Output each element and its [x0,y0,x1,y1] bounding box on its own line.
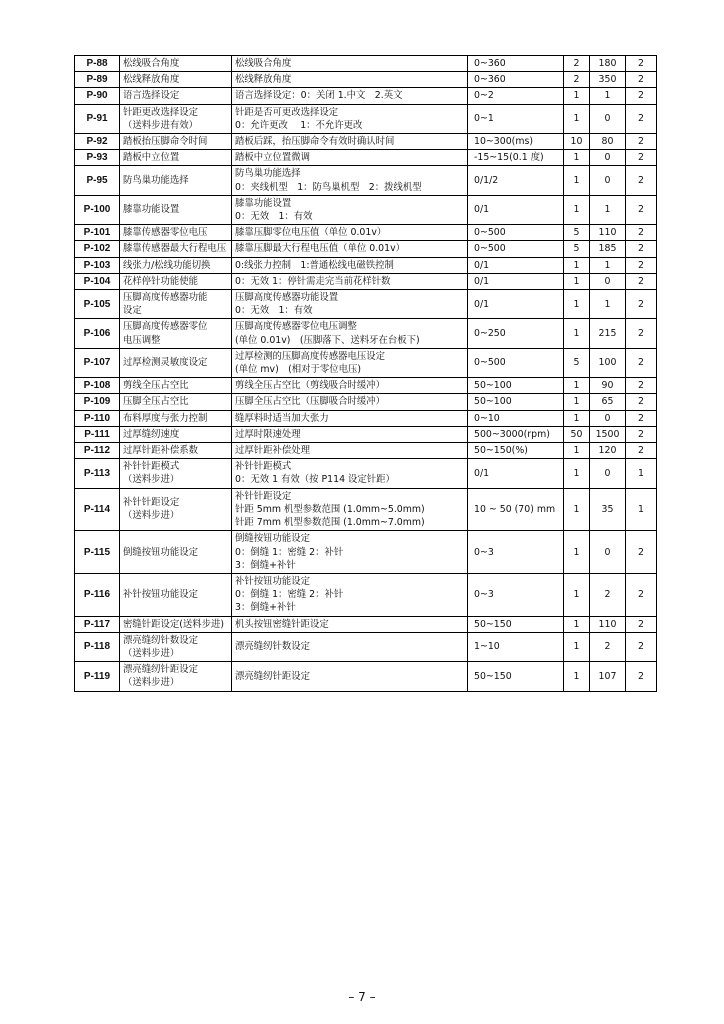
param-range-cell: 0~360 [468,72,564,88]
param-code-cell: P-101 [75,225,120,241]
param-step-cell: 5 [564,348,590,377]
param-step-cell: 1 [564,443,590,459]
param-name-cell-line: 补针针距设定 [123,497,180,509]
param-description-cell-line: 过厚检测的压脚高度传感器电压设定 [235,350,386,362]
param-code-cell: P-113 [75,459,120,488]
param-name-cell [120,378,232,394]
param-name-cell-line: 膝靠传感器零位电压 [123,227,208,239]
param-level-cell: 2 [626,166,657,195]
page-number: – 7 – [348,990,376,1004]
param-description-cell-line: 膝靠压脚零位电压值（单位 0.01v） [235,227,387,239]
param-step-cell: 1 [564,488,590,531]
param-name-cell [120,348,232,377]
param-name-cell-line: 补针按钮功能设定 [123,589,199,601]
param-range-cell: 0/1 [468,290,564,319]
param-range-cell: 0~500 [468,225,564,241]
param-name-cell-line: 压脚全压占空比 [123,396,189,408]
param-name-cell-line: 过厚检测灵敏度设定 [123,357,208,369]
param-name-cell-line: 电压调整 [123,334,161,346]
param-default-cell: 110 [590,616,626,632]
param-code-cell: P-117 [75,616,120,632]
param-code-cell: P-100 [75,195,120,224]
param-code-cell: P-119 [75,662,120,691]
param-name-cell [120,150,232,166]
param-description-cell [232,257,468,273]
param-name-cell-line: 剪线全压占空比 [123,380,189,392]
table-row [75,348,657,377]
param-name-cell [120,88,232,104]
param-description-cell-line: 防鸟巢功能选择 [235,168,301,180]
param-description-cell-line: 0：倒缝 1：密缝 2：补针 [235,546,344,558]
param-default-cell: 185 [590,241,626,257]
param-step-cell: 1 [564,195,590,224]
param-range-cell: 10~300(ms) [468,134,564,150]
table-row [75,134,657,150]
param-description-cell [232,104,468,133]
parameter-table [74,55,657,692]
param-name-cell-line: 漂亮缝纫针数设定 [123,634,199,646]
table-row [75,531,657,574]
param-level-cell: 2 [626,150,657,166]
param-name-cell [120,134,232,150]
parameter-table-body [75,56,657,692]
param-step-cell: 1 [564,573,590,616]
table-row [75,257,657,273]
param-level-cell: 2 [626,410,657,426]
param-description-cell-line: 踏板后踩，抬压脚命令有效时确认时间 [235,136,395,148]
param-default-cell: 90 [590,378,626,394]
param-range-cell: 50~150 [468,616,564,632]
param-level-cell: 2 [626,72,657,88]
param-name-cell [120,225,232,241]
param-description-cell [232,150,468,166]
param-description-cell [232,348,468,377]
table-row [75,150,657,166]
param-range-cell: 0~10 [468,410,564,426]
param-step-cell: 1 [564,104,590,133]
param-name-cell-line: （送料步进） [123,474,180,486]
param-step-cell: 1 [564,662,590,691]
param-code-cell: P-109 [75,394,120,410]
param-level-cell: 2 [626,616,657,632]
param-default-cell: 35 [590,488,626,531]
param-name-cell [120,166,232,195]
param-level-cell: 2 [626,88,657,104]
param-description-cell [232,166,468,195]
param-step-cell: 1 [564,88,590,104]
param-level-cell: 2 [626,426,657,442]
param-name-cell [120,290,232,319]
table-row [75,72,657,88]
param-name-cell [120,195,232,224]
param-range-cell: 0~1 [468,104,564,133]
param-level-cell: 2 [626,241,657,257]
param-description-cell-line: 针距是否可更改选择设定 [235,106,339,118]
param-description-cell-line: 压脚高度传感器零位电压调整 [235,321,357,333]
param-name-cell [120,72,232,88]
param-description-cell [232,241,468,257]
param-name-cell-line: 线张力/松线功能切换 [123,259,211,271]
param-description-cell-line: 语言选择设定：0：关闭 1.中文 2.英文 [235,90,403,102]
param-description-cell [232,88,468,104]
param-default-cell: 120 [590,443,626,459]
param-code-cell: P-90 [75,88,120,104]
param-name-cell [120,459,232,488]
param-level-cell: 2 [626,56,657,72]
param-range-cell: 0/1 [468,195,564,224]
param-code-cell: P-106 [75,319,120,348]
param-description-cell-line: 过厚针距补偿处理 [235,445,311,457]
param-default-cell: 0 [590,104,626,133]
param-default-cell: 0 [590,166,626,195]
param-code-cell: P-102 [75,241,120,257]
param-name-cell [120,662,232,691]
param-default-cell: 180 [590,56,626,72]
param-description-cell [232,443,468,459]
param-description-cell-line: 0：无效 1：有效 [235,211,313,223]
param-level-cell: 1 [626,459,657,488]
param-name-cell-line: 踏板抬压脚命令时间 [123,136,208,148]
param-step-cell: 1 [564,531,590,574]
table-row [75,88,657,104]
param-step-cell: 1 [564,378,590,394]
param-code-cell: P-92 [75,134,120,150]
param-description-cell-line: 压脚高度传感器功能设置 [235,292,339,304]
param-description-cell-line: 针距 5mm 机型参数范围 (1.0mm~5.0mm) [235,503,425,515]
table-row [75,632,657,661]
param-level-cell: 2 [626,348,657,377]
param-name-cell [120,488,232,531]
param-name-cell-line: 过厚针距补偿系数 [123,445,199,457]
table-row [75,410,657,426]
param-level-cell: 2 [626,257,657,273]
param-code-cell: P-107 [75,348,120,377]
param-step-cell: 5 [564,241,590,257]
param-range-cell: 0/1 [468,257,564,273]
param-default-cell: 1 [590,290,626,319]
param-description-cell [232,273,468,289]
param-description-cell-line: 0：允许更改 1：不允许更改 [235,119,363,131]
param-description-cell [232,662,468,691]
param-level-cell: 2 [626,662,657,691]
param-level-cell: 2 [626,573,657,616]
param-range-cell: -15~15(0.1 度) [468,150,564,166]
param-description-cell-line: 0：无效 1 有效（按 P114 设定针距） [235,474,395,486]
param-description-cell-line: 膝靠功能设置 [235,197,292,209]
param-level-cell: 2 [626,290,657,319]
param-description-cell-line: 0：夹线机型 1：防鸟巢机型 2：拨线机型 [235,181,422,193]
param-code-cell: P-115 [75,531,120,574]
param-name-cell-line: 膝靠传感器最大行程电压 [123,243,227,255]
param-range-cell: 0~500 [468,348,564,377]
param-step-cell: 2 [564,56,590,72]
param-range-cell: 0~2 [468,88,564,104]
param-code-cell: P-104 [75,273,120,289]
param-range-cell: 50~100 [468,394,564,410]
param-code-cell: P-110 [75,410,120,426]
param-name-cell-line: 倒缝按钮功能设定 [123,546,199,558]
param-range-cell: 50~150 [468,662,564,691]
param-name-cell-line: （送料步进） [123,647,180,659]
param-name-cell-line: 补针针距模式 [123,461,180,473]
param-step-cell: 2 [564,72,590,88]
param-step-cell: 1 [564,632,590,661]
param-name-cell-line: （送料步进有效） [123,119,199,131]
param-description-cell [232,134,468,150]
param-range-cell: 0/1 [468,273,564,289]
table-row [75,426,657,442]
param-description-cell [232,225,468,241]
param-step-cell: 1 [564,150,590,166]
param-name-cell-line: 踏板中立位置 [123,152,180,164]
param-step-cell: 1 [564,257,590,273]
param-name-cell-line: 过厚缝纫速度 [123,428,180,440]
param-name-cell [120,632,232,661]
table-row [75,394,657,410]
table-row [75,378,657,394]
param-step-cell: 1 [564,410,590,426]
param-default-cell: 215 [590,319,626,348]
table-row [75,488,657,531]
param-default-cell: 65 [590,394,626,410]
param-code-cell: P-88 [75,56,120,72]
param-description-cell-line: 补针按钮功能设定 [235,575,311,587]
param-description-cell [232,616,468,632]
param-description-cell-line: 缝厚料时适当加大张力 [235,412,329,424]
table-row [75,662,657,691]
param-description-cell [232,410,468,426]
param-level-cell: 2 [626,319,657,348]
param-description-cell [232,56,468,72]
param-step-cell: 50 [564,426,590,442]
param-name-cell-line: （送料步进） [123,510,180,522]
param-name-cell [120,394,232,410]
param-name-cell-line: 压脚高度传感器零位 [123,321,208,333]
param-name-cell-line: 布料厚度与张力控制 [123,412,208,424]
param-step-cell: 1 [564,616,590,632]
param-description-cell-line: 松线释放角度 [235,74,292,86]
param-name-cell-line: 花样停针功能使能 [123,275,199,287]
param-name-cell [120,241,232,257]
param-name-cell [120,257,232,273]
param-default-cell: 350 [590,72,626,88]
param-name-cell [120,426,232,442]
table-row [75,443,657,459]
param-code-cell: P-114 [75,488,120,531]
param-default-cell: 2 [590,632,626,661]
param-name-cell-line: 膝靠功能设置 [123,204,180,216]
param-name-cell-line: 松线释放角度 [123,74,180,86]
param-default-cell: 110 [590,225,626,241]
param-range-cell: 50~100 [468,378,564,394]
param-name-cell [120,616,232,632]
param-description-cell [232,72,468,88]
param-description-cell-line: 针距 7mm 机型参数范围 (1.0mm~7.0mm) [235,517,425,529]
param-description-cell [232,394,468,410]
param-description-cell-line: 过厚时限速处理 [235,428,301,440]
param-default-cell: 1 [590,195,626,224]
param-level-cell: 2 [626,225,657,241]
param-step-cell: 1 [564,394,590,410]
param-default-cell: 0 [590,273,626,289]
param-step-cell: 1 [564,273,590,289]
param-description-cell-line: 压脚全压占空比（压脚吸合时缓冲） [235,396,386,408]
param-level-cell: 2 [626,378,657,394]
param-description-cell-line: 0：无效 1：有效 [235,305,313,317]
param-description-cell [232,378,468,394]
param-code-cell: P-95 [75,166,120,195]
param-default-cell: 0 [590,531,626,574]
param-description-cell-line: (单位 mv) (相对于零位电压) [235,364,362,376]
param-name-cell [120,273,232,289]
param-default-cell: 1500 [590,426,626,442]
param-range-cell: 0~3 [468,531,564,574]
table-row [75,273,657,289]
param-description-cell-line: 0：倒缝 1：密缝 2：补针 [235,589,344,601]
param-default-cell: 107 [590,662,626,691]
param-description-cell-line: 膝靠压脚最大行程电压值（单位 0.01v） [235,243,406,255]
param-code-cell: P-89 [75,72,120,88]
param-range-cell: 500~3000(rpm) [468,426,564,442]
param-description-cell-line: 漂亮缝纫针数设定 [235,641,311,653]
param-code-cell: P-91 [75,104,120,133]
param-description-cell-line: 剪线全压占空比（剪线吸合时缓冲） [235,380,386,392]
param-default-cell: 0 [590,410,626,426]
param-description-cell-line: 0：无效 1：停针需走完当前花样针数 [235,275,391,287]
param-description-cell-line: 补针针距模式 [235,461,292,473]
param-step-cell: 10 [564,134,590,150]
param-level-cell: 2 [626,632,657,661]
param-description-cell [232,459,468,488]
param-description-cell [232,195,468,224]
param-level-cell: 2 [626,531,657,574]
param-code-cell: P-93 [75,150,120,166]
param-default-cell: 2 [590,573,626,616]
table-row [75,166,657,195]
param-code-cell: P-118 [75,632,120,661]
param-description-cell-line: 3：倒缝+补针 [235,559,296,571]
param-description-cell [232,531,468,574]
table-row [75,195,657,224]
param-range-cell: 0/1 [468,459,564,488]
table-row [75,459,657,488]
param-range-cell: 50~150(%) [468,443,564,459]
param-description-cell-line: 机头按钮密缝针距设定 [235,618,329,630]
param-range-cell: 0/1/2 [468,166,564,195]
param-name-cell-line: 语言选择设定 [123,90,180,102]
table-row [75,56,657,72]
table-row [75,104,657,133]
table-row [75,319,657,348]
param-description-cell [232,488,468,531]
table-row [75,290,657,319]
table-row [75,225,657,241]
param-step-cell: 1 [564,166,590,195]
param-code-cell: P-108 [75,378,120,394]
param-level-cell: 2 [626,273,657,289]
param-default-cell: 1 [590,257,626,273]
param-description-cell-line: 3：倒缝+补针 [235,602,296,614]
param-level-cell: 1 [626,488,657,531]
table-row [75,241,657,257]
param-range-cell: 0~3 [468,573,564,616]
param-default-cell: 1 [590,88,626,104]
param-range-cell: 0~250 [468,319,564,348]
table-row [75,573,657,616]
param-default-cell: 0 [590,150,626,166]
param-description-cell-line: 0:线张力控制 1:普通松线电磁铁控制 [235,259,394,271]
param-default-cell: 0 [590,459,626,488]
param-name-cell [120,531,232,574]
param-code-cell: P-112 [75,443,120,459]
param-step-cell: 1 [564,459,590,488]
param-name-cell [120,410,232,426]
param-default-cell: 80 [590,134,626,150]
param-level-cell: 2 [626,195,657,224]
param-name-cell-line: 针距更改选择设定 [123,106,199,118]
param-range-cell: 0~360 [468,56,564,72]
param-code-cell: P-103 [75,257,120,273]
param-level-cell: 2 [626,134,657,150]
param-name-cell-line: （送料步进） [123,677,180,689]
param-name-cell-line: 压脚高度传感器功能 [123,292,208,304]
param-range-cell: 10 ~ 50 (70) mm [468,488,564,531]
param-level-cell: 2 [626,394,657,410]
table-row [75,616,657,632]
param-name-cell-line: 漂亮缝纫针距设定 [123,664,199,676]
param-code-cell: P-116 [75,573,120,616]
param-description-cell-line: 漂亮缝纫针距设定 [235,670,311,682]
param-name-cell [120,573,232,616]
param-description-cell-line: 松线吸合角度 [235,58,292,69]
param-name-cell [120,56,232,72]
param-description-cell [232,632,468,661]
param-step-cell: 1 [564,290,590,319]
param-description-cell-line: 补针针距设定 [235,490,292,502]
param-name-cell-line: 防鸟巢功能选择 [123,175,189,187]
param-default-cell: 100 [590,348,626,377]
param-name-cell [120,443,232,459]
param-range-cell: 0~500 [468,241,564,257]
param-name-cell-line: 松线吸合角度 [123,58,180,69]
param-description-cell-line: 倒缝按钮功能设定 [235,533,311,545]
param-name-cell-line: 密缝针距设定(送料步进) [123,618,225,630]
param-name-cell-line: 设定 [123,305,142,317]
param-step-cell: 1 [564,319,590,348]
param-description-cell [232,319,468,348]
param-range-cell: 1~10 [468,632,564,661]
param-name-cell [120,319,232,348]
param-code-cell: P-111 [75,426,120,442]
param-code-cell: P-105 [75,290,120,319]
param-description-cell-line: (单位 0.01v) (压脚落下、送料牙在台板下) [235,334,420,346]
param-description-cell [232,426,468,442]
param-description-cell [232,573,468,616]
param-step-cell: 5 [564,225,590,241]
param-description-cell [232,290,468,319]
param-level-cell: 2 [626,443,657,459]
param-level-cell: 2 [626,104,657,133]
param-name-cell [120,104,232,133]
param-description-cell-line: 踏板中立位置微调 [235,152,311,164]
